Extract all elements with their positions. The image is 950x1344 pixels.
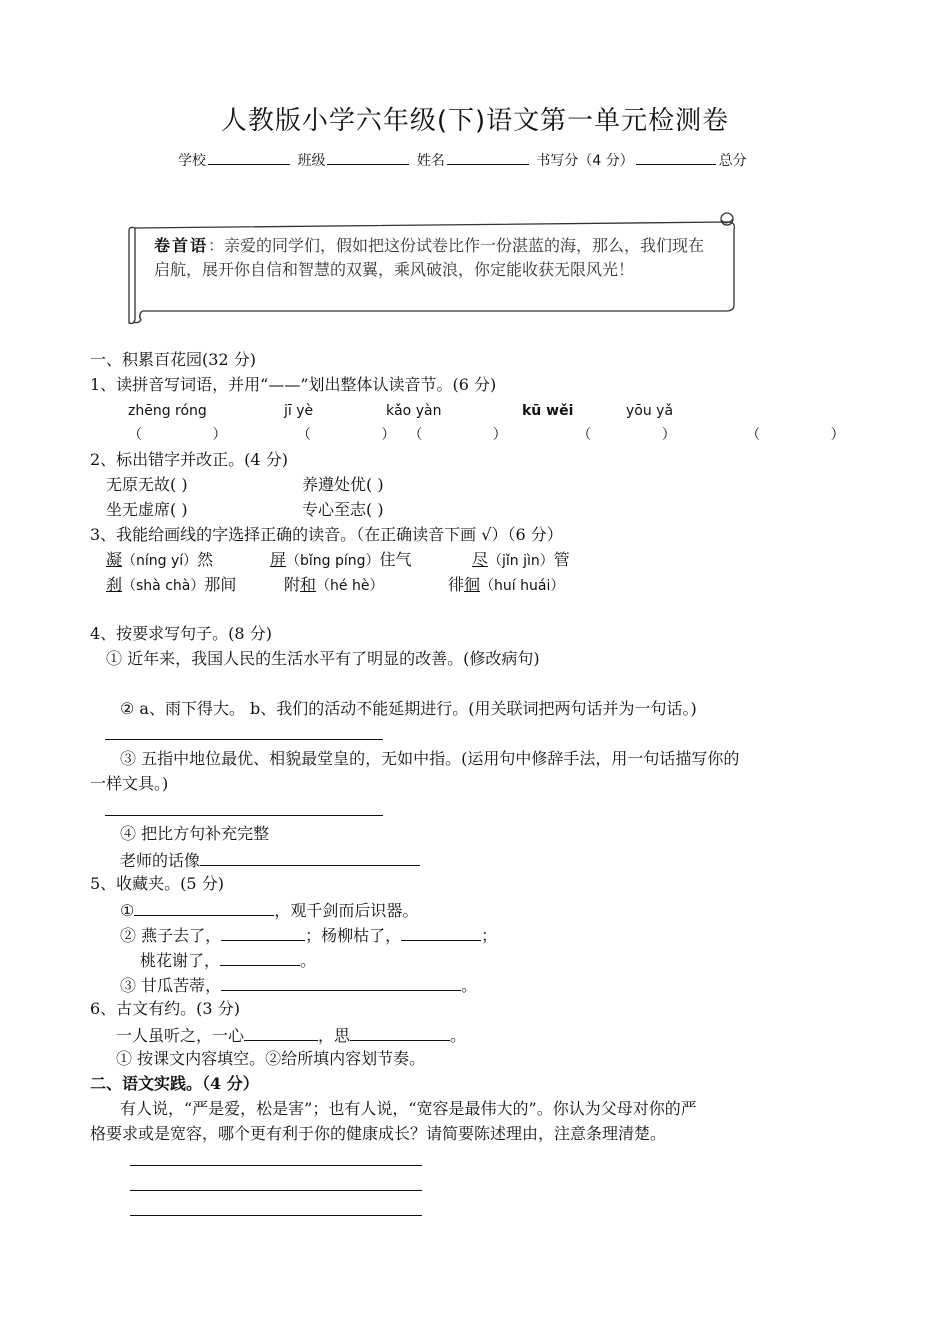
q1-pinyin-5: yōu yǎ bbox=[626, 403, 674, 419]
q6-blank-2[interactable] bbox=[350, 1026, 450, 1041]
q6-prompt: 6、古文有约。(3 分) bbox=[90, 999, 240, 1018]
name-label: 姓名 bbox=[416, 153, 445, 169]
part2-prompt-1: 有人说，“严是爱，松是害”；也有人说，“宽容是最伟大的”。你认为父母对你的严 bbox=[120, 1099, 697, 1118]
q4-sentence-3: ③ 五指中地位最优、相貌最堂皇的，无如中指。(运用句中修辞手法，用一句话描写你的 bbox=[120, 749, 740, 768]
q5-blank-3[interactable] bbox=[401, 926, 481, 941]
q1-pinyin-2: jī yè bbox=[284, 403, 314, 419]
q5-line-2: ② 燕子去了， ；杨柳枯了， ； bbox=[120, 926, 498, 945]
q4-simile-line: 老师的话像 bbox=[120, 851, 420, 869]
q3-item-4: 刹（shà chà）那间 bbox=[106, 575, 237, 594]
school-label: 学校 bbox=[178, 153, 206, 169]
q4-prompt: 4、按要求写句子。(8 分) bbox=[90, 624, 272, 643]
q1-answer-brackets[interactable]: （ ） （ ）（ ） （ ） （ ） bbox=[128, 427, 865, 443]
q3-item-6: 徘徊（huí huái） bbox=[448, 575, 565, 594]
q5-blank-2[interactable] bbox=[221, 926, 305, 941]
q1-prompt: 1、读拼音写词语，并用“——”划出整体认读音节。(6 分) bbox=[90, 375, 497, 394]
part2-answer-line-2[interactable] bbox=[130, 1190, 422, 1191]
q4-sentence-4: ④ 把比方句补充完整 bbox=[120, 824, 270, 843]
q4-answer-line-2[interactable] bbox=[105, 739, 383, 740]
q2-prompt: 2、标出错字并改正。(4 分) bbox=[90, 450, 288, 469]
q6-instructions: ① 按课文内容填空。②给所填内容划节奏。 bbox=[116, 1049, 426, 1068]
q6-blank-1[interactable] bbox=[244, 1026, 318, 1041]
q5-blank-4[interactable] bbox=[220, 951, 300, 966]
q4-answer-line-3[interactable] bbox=[105, 815, 383, 816]
part1-heading: 一、积累百花园(32 分) bbox=[90, 350, 256, 369]
q1-pinyin-3: kǎo yàn bbox=[386, 403, 442, 419]
q4-sentence-1: ① 近年来，我国人民的生活水平有了明显的改善。(修改病句) bbox=[106, 649, 540, 668]
part2-answer-line-1[interactable] bbox=[130, 1165, 422, 1166]
class-label: 班级 bbox=[297, 153, 326, 169]
q3-item-5: 附和（hé hè） bbox=[284, 575, 384, 594]
total-score-label: 总分 bbox=[718, 153, 747, 169]
writing-score-label: 书写分（4 分） bbox=[536, 153, 634, 169]
q1-pinyin-4: kū wěi bbox=[522, 403, 574, 419]
q2-item-2: 养遵处优( ) bbox=[302, 475, 384, 494]
q3-item-2: 屏（bǐng píng）住气 bbox=[270, 550, 412, 569]
q4-simile-blank[interactable] bbox=[200, 851, 420, 866]
preface-text: 卷首语：亲爱的同学们，假如把这份试卷比作一份湛蓝的海，那么，我们现在启航，展开你自信和智慧的双翼，乘风破浪，你定能收获无限风光！ bbox=[154, 236, 705, 279]
q5-line-4: ③ 甘瓜苦蒂， 。 bbox=[120, 976, 478, 995]
q6-line-1: 一人虽听之，一心 ，思 。 bbox=[116, 1026, 467, 1045]
part2-answer-line-3[interactable] bbox=[130, 1215, 422, 1216]
page-title: 人教版小学六年级(下)语文第一单元检测卷 bbox=[220, 106, 730, 136]
q5-line-1: ① ，观千剑而后识器。 bbox=[120, 901, 419, 920]
q5-blank-5[interactable] bbox=[221, 976, 461, 991]
q5-prompt: 5、收藏夹。(5 分) bbox=[90, 874, 224, 893]
q5-line-3: 桃花谢了， 。 bbox=[140, 951, 317, 970]
q4-sentence-3-cont: 一样文具。) bbox=[90, 774, 169, 793]
q1-pinyin-1: zhēng róng bbox=[128, 403, 207, 419]
q2-item-3: 坐无虚席( ) bbox=[106, 500, 188, 519]
q5-blank-1[interactable] bbox=[134, 901, 274, 916]
q3-prompt: 3、我能给画线的字选择正确的读音。（在正确读音下画 √）（6 分） bbox=[90, 525, 563, 544]
scroll-banner bbox=[0, 0, 950, 340]
part2-heading: 二、语文实践。（4 分） bbox=[90, 1074, 259, 1093]
q3-item-1: 凝（níng yí）然 bbox=[106, 550, 214, 569]
q3-item-3: 尽（jǐn jìn）管 bbox=[472, 550, 570, 569]
q4-sentence-2: ② a、雨下得大。 b、我们的活动不能延期进行。(用关联词把两句话并为一句话。) bbox=[120, 699, 697, 718]
preface-label: 卷首语 bbox=[154, 236, 209, 255]
q2-item-4: 专心至志( ) bbox=[302, 500, 384, 519]
q2-item-1: 无原无故( ) bbox=[106, 475, 188, 494]
part2-prompt-2: 格要求或是宽容，哪个更有利于你的健康成长？请简要陈述理由，注意条理清楚。 bbox=[90, 1124, 667, 1143]
